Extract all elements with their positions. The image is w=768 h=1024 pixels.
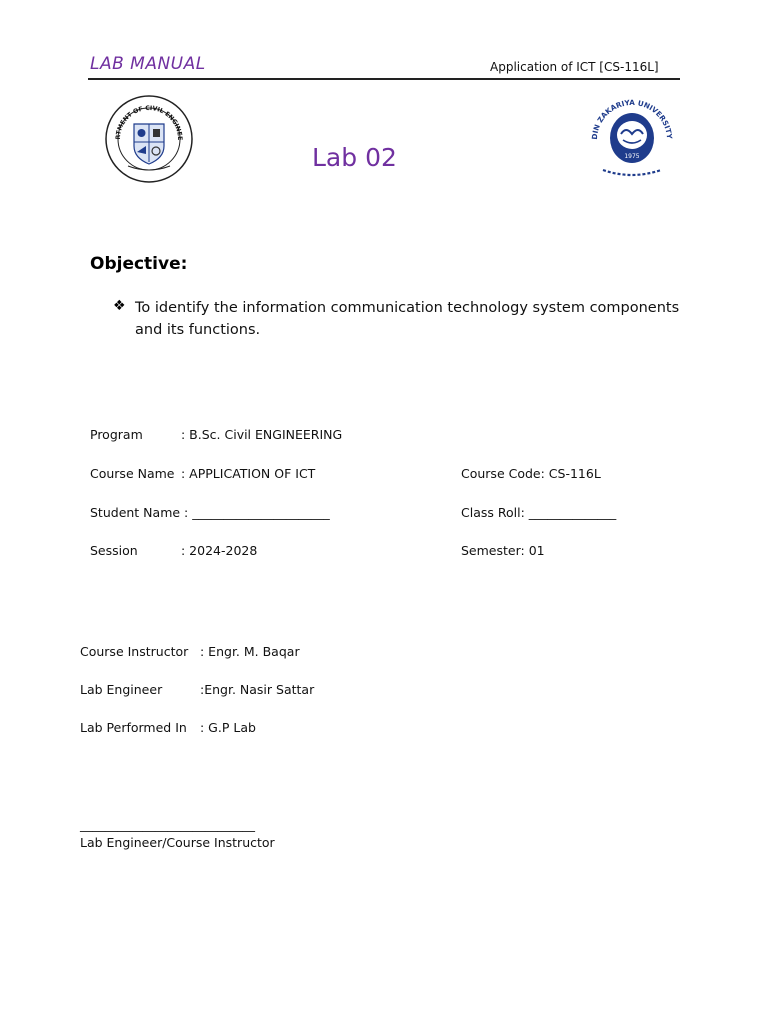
lab-engineer-value: :Engr. Nasir Sattar [200,682,315,697]
department-of-civil-engineering-logo [104,94,194,184]
manual-title: LAB MANUAL [90,54,206,74]
session-value: : 2024-2028 [181,543,258,558]
lab-engineer-label: Lab Engineer [80,682,163,697]
lab-performed-in-value: : G.P Lab [200,720,256,735]
course-name-value: : APPLICATION OF ICT [181,466,316,481]
course-code: Course Code: CS-116L [461,466,601,481]
logo-right-arc-text: DIN ZAKARIYA UNIVERSITY [589,97,675,140]
semester: Semester: 01 [461,543,545,558]
header-divider [88,78,680,80]
logo-left-arc-text: RTMENT OF CIVIL ENGINEE [114,104,184,141]
session-label: Session [90,543,138,558]
objective-text: To identify the information communication technology system components and its functions. [135,300,680,338]
course-instructor-label: Course Instructor [80,644,189,659]
signature-line: ____________________________ [80,817,255,832]
signature-label: Lab Engineer/Course Instructor [80,835,275,850]
diamond-bullet-icon: ❖ [113,298,126,314]
course-instructor-value: : Engr. M. Baqar [200,644,300,659]
lab-title: Lab 02 [312,143,397,172]
student-name-field: Student Name : ______________________ [90,505,330,520]
objective-heading: Objective: [90,254,188,274]
lab-performed-in-label: Lab Performed In [80,720,187,735]
program-value: : B.Sc. Civil ENGINEERING [181,427,343,442]
logo-right-year: 1975 [624,153,640,160]
program-label: Program [90,427,143,442]
course-name-label: Course Name [90,466,175,481]
bahauddin-zakariya-university-logo [585,90,679,182]
class-roll-field: Class Roll: ______________ [461,505,617,520]
header-course-name: Application of ICT [CS-116L] [490,60,659,74]
